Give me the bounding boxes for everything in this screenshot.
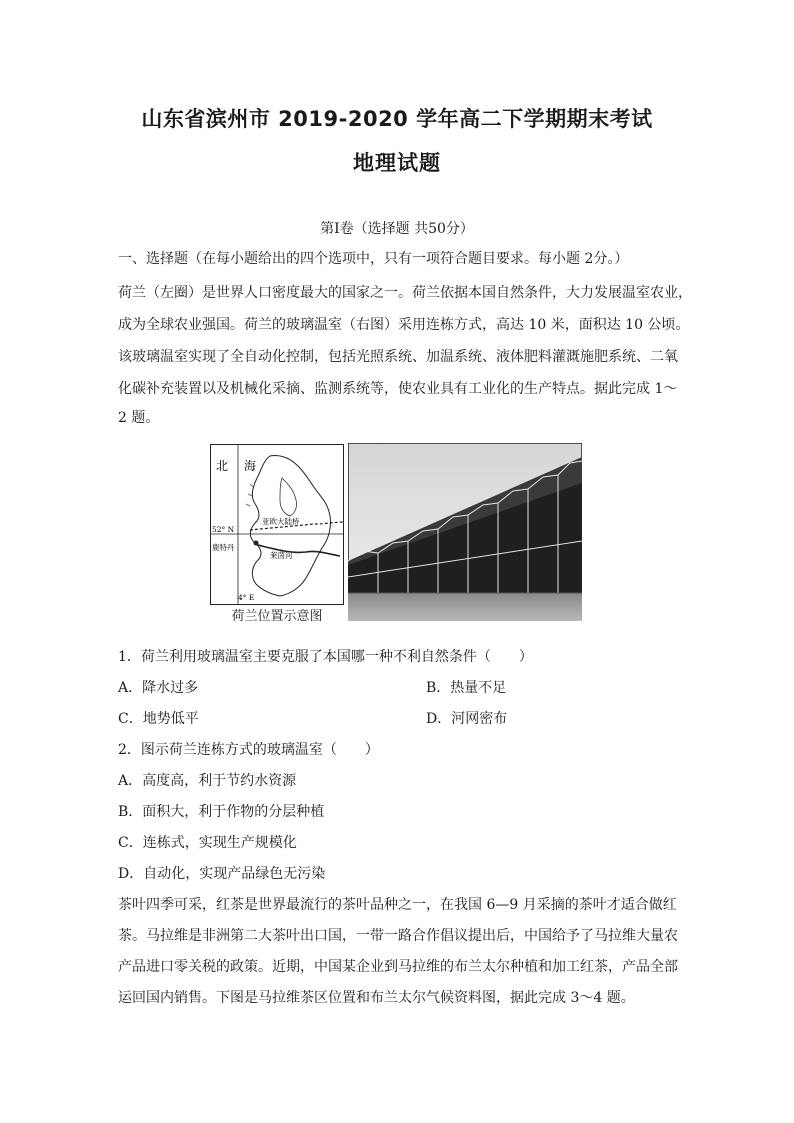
question-2-stem: 2．图示荷兰连栋方式的玻璃温室（ ） xyxy=(118,742,379,758)
map-label-latitude: 52° N xyxy=(212,525,235,534)
map-label-city: 鹿特丹 xyxy=(212,543,235,552)
section-heading: 第Ⅰ卷（选择题 共50分） xyxy=(320,221,474,237)
page-title: 山东省滨州市 2019-2020 学年高二下学期期末考试 xyxy=(141,107,653,131)
question-2-option-a: A．高度高，利于节约水资源 xyxy=(118,773,297,789)
map-label-sea-2: 海 xyxy=(244,459,257,473)
passage1-line: 该玻璃温室实现了全自动化控制，包括光照系统、加温系统、液体肥料灌溉施肥系统、二氧 xyxy=(118,349,678,365)
passage2-line: 产品进口零关税的政策。近期，中国某企业到马拉维的布兰太尔种植和加工红茶，产品全部 xyxy=(118,959,678,975)
map-label-bridge: 亚欧大陆桥 xyxy=(262,517,300,526)
netherlands-location-map xyxy=(210,444,344,620)
question-1-stem: 1．荷兰利用玻璃温室主要克服了本国哪一种不利自然条件（ ） xyxy=(118,649,533,665)
greenhouse-photo xyxy=(348,443,582,621)
passage1-line: 化碳补充装置以及机械化采摘、监测系统等，使农业具有工业化的生产特点。据此完成 1～ xyxy=(118,381,678,397)
passage2-line: 茶叶四季可采，红茶是世界最流行的茶叶品种之一，在我国 6—9 月采摘的茶叶才适合做红 xyxy=(118,897,677,913)
question-1-option-a: A．降水过多 xyxy=(118,680,199,696)
question-2-option-b: B．面积大，利于作物的分层种植 xyxy=(118,804,325,820)
question-1-option-b: B．热量不足 xyxy=(426,680,507,696)
passage1-line: 荷兰（左圈）是世界人口密度最大的国家之一。荷兰依据本国自然条件，大力发展温室农业， xyxy=(118,285,692,301)
passage2-line: 茶。马拉维是非洲第二大茶叶出口国，一带一路合作倡议提出后，中国给予了马拉维大量农 xyxy=(118,928,678,944)
map-label-longitude: 4° E xyxy=(238,593,255,602)
map-label-river: 莱茵河 xyxy=(270,551,293,560)
question-1-option-d: D．河网密布 xyxy=(426,711,508,727)
rotterdam-marker xyxy=(254,541,259,546)
question-2-option-c: C．连栋式，实现生产规模化 xyxy=(118,835,297,851)
map-label-sea-1: 北 xyxy=(216,459,229,473)
map-caption: 荷兰位置示意图 xyxy=(231,609,323,624)
section-instruction: 一、选择题（在每小题给出的四个选项中，只有一项符合题目要求。每小题 2分。） xyxy=(118,251,629,267)
page-subtitle: 地理试题 xyxy=(353,151,441,175)
question-1-option-c: C．地势低平 xyxy=(118,711,199,727)
passage1-line: 成为全球农业强国。荷兰的玻璃温室（右图）采用连栋方式，高达 10 米，面积达 10 公顷。 xyxy=(118,317,690,333)
question-2-option-d: D．自动化，实现产品绿色无污染 xyxy=(118,866,326,882)
passage1-line: 2 题。 xyxy=(118,410,160,426)
passage2-line: 运回国内销售。下图是马拉维茶区位置和布兰太尔气候资料图，据此完成 3～4 题。 xyxy=(118,990,635,1006)
